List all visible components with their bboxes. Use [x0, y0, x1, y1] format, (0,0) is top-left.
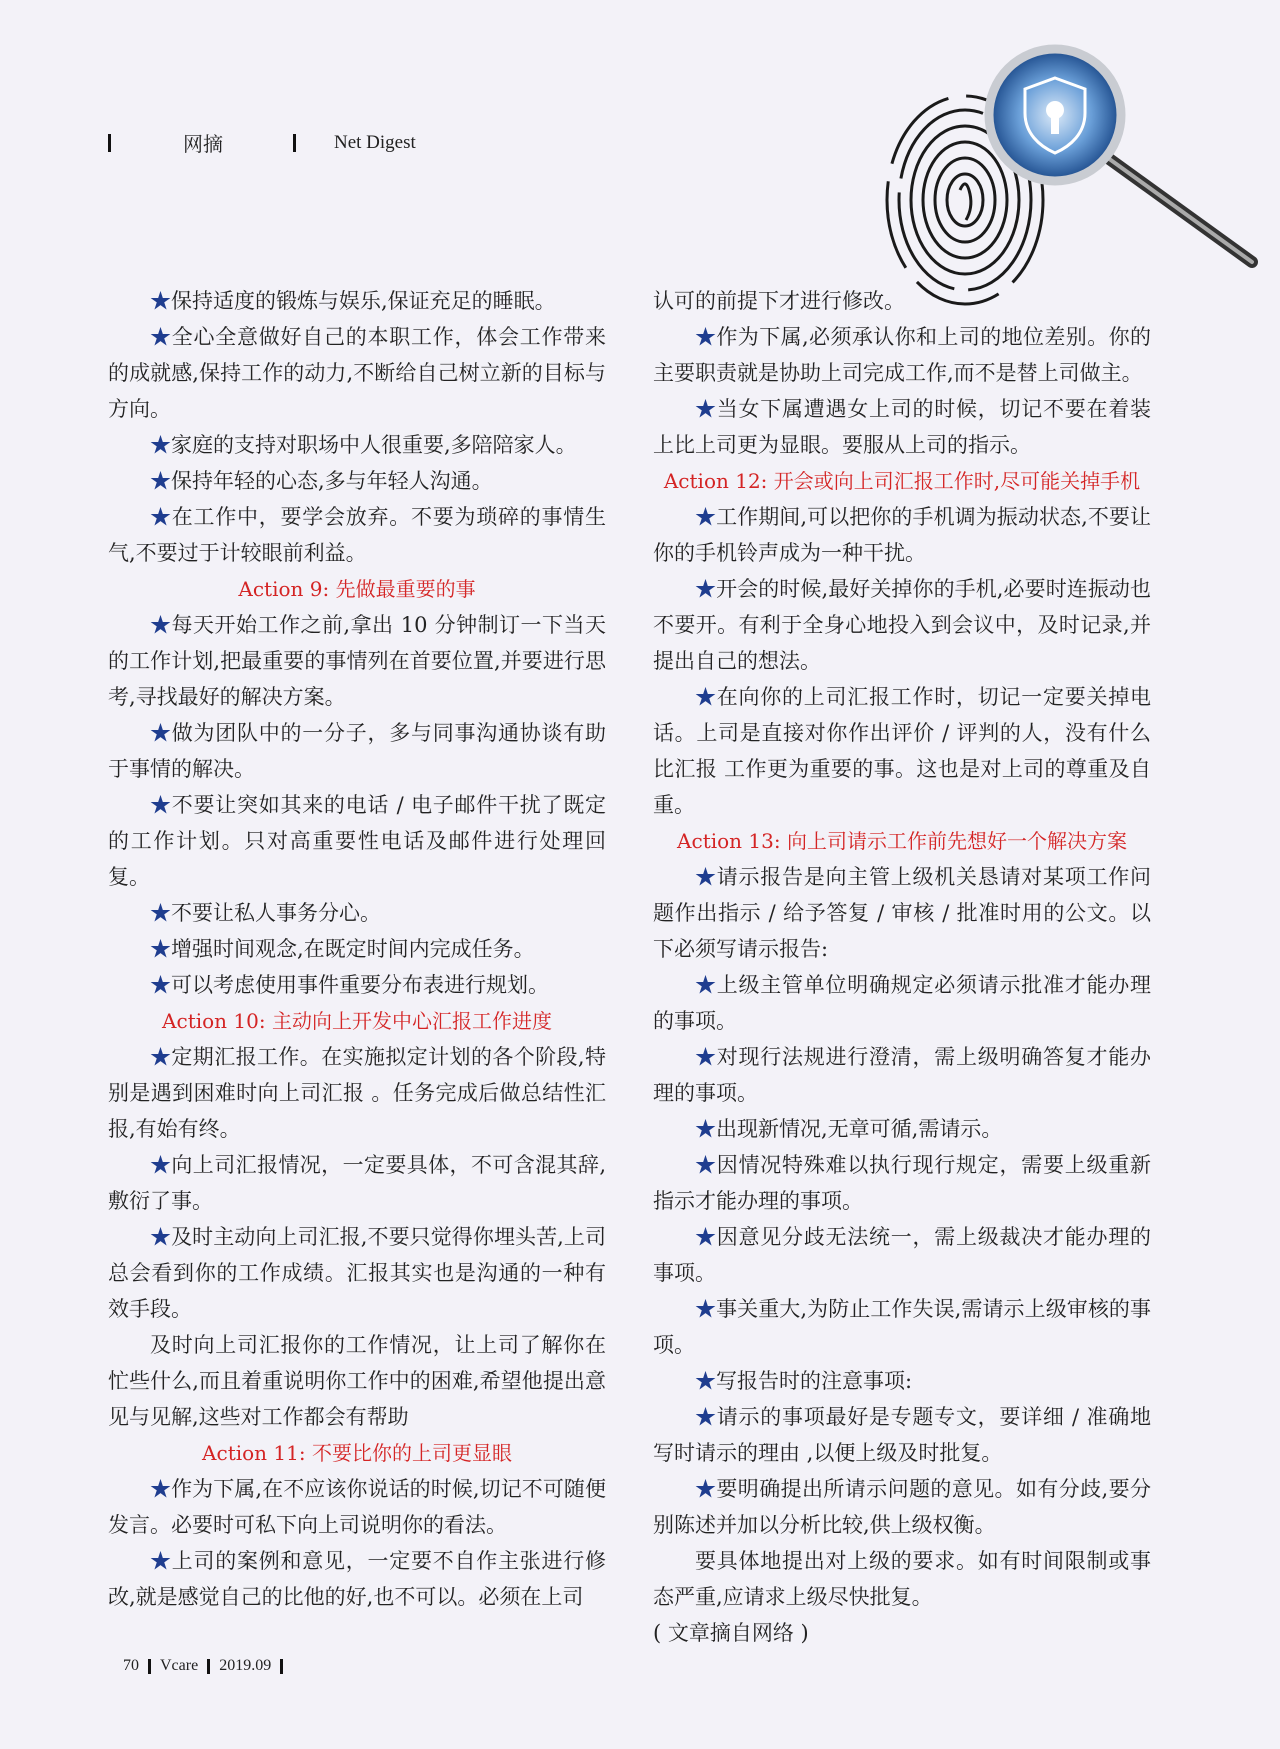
- bullet-paragraph: [108, 283, 606, 319]
- paragraph: [653, 283, 1151, 319]
- star-bullet-icon: ★: [150, 1153, 172, 1177]
- paragraph-text: 家庭的支持对职场中人很重要,多陪陪家人。: [171, 433, 577, 457]
- paragraph: [653, 1543, 1151, 1615]
- star-bullet-icon: ★: [695, 1477, 717, 1501]
- paragraph-text: 请示的事项最好是专题专文，要详细 / 准确地写时请示的理由 ,以便上级及时批复。: [653, 1405, 1151, 1465]
- bullet-paragraph: [653, 1399, 1151, 1471]
- bullet-paragraph: [653, 1363, 1151, 1399]
- right-column: [653, 283, 1151, 1651]
- bullet-paragraph: [653, 967, 1151, 1039]
- paragraph-text: 上司的案例和意见，一定要不自作主张进行修改,就是感觉自己的比他的好,也不可以。必须在上司: [108, 1549, 606, 1609]
- bullet-paragraph: [653, 1039, 1151, 1111]
- header-divider: [293, 134, 296, 152]
- star-bullet-icon: ★: [150, 613, 172, 637]
- bullet-paragraph: [653, 1147, 1151, 1219]
- star-bullet-icon: ★: [695, 1297, 717, 1321]
- paragraph-text: 在工作中，要学会放弃。不要为琐碎的事情生气,不要过于计较眼前利益。: [108, 505, 606, 565]
- paragraph-text: 保持适度的锻炼与娱乐,保证充足的睡眠。: [171, 289, 556, 313]
- star-bullet-icon: ★: [695, 865, 717, 889]
- paragraph-text: 向上司汇报情况，一定要具体，不可含混其辞,敷衍了事。: [108, 1153, 606, 1213]
- paragraph-text: 认可的前提下才进行修改。: [653, 289, 905, 313]
- footer-divider: [148, 1659, 151, 1674]
- action-heading: [108, 571, 606, 607]
- paragraph-text: 及时主动向上司汇报,不要只觉得你埋头苦,上司总会看到你的工作成绩。汇报其实也是沟通的一种有效手段。: [108, 1225, 606, 1321]
- paragraph-text: ( 文章摘自网络 ): [653, 1621, 809, 1645]
- bullet-paragraph: [108, 1543, 606, 1615]
- action-heading: [108, 1003, 606, 1039]
- bullet-paragraph: [653, 1471, 1151, 1543]
- star-bullet-icon: ★: [695, 1369, 716, 1393]
- star-bullet-icon: ★: [695, 1153, 717, 1177]
- paragraph-text: 保持年轻的心态,多与年轻人沟通。: [171, 469, 493, 493]
- paragraph-text: Action 11: 不要比你的上司更显眼: [202, 1441, 512, 1465]
- star-bullet-icon: ★: [150, 1477, 172, 1501]
- left-column: [108, 283, 606, 1615]
- star-bullet-icon: ★: [695, 1225, 717, 1249]
- paragraph-text: 写报告时的注意事项:: [716, 1369, 913, 1393]
- paragraph-text: 不要让私人事务分心。: [171, 901, 381, 925]
- bullet-paragraph: [653, 391, 1151, 463]
- bullet-paragraph: [108, 931, 606, 967]
- source-note: [653, 1615, 1151, 1651]
- star-bullet-icon: ★: [695, 973, 717, 997]
- bullet-paragraph: [653, 1291, 1151, 1363]
- paragraph-text: 当女下属遭遇女上司的时候，切记不要在着装上比上司更为显眼。要服从上司的指示。: [653, 397, 1151, 457]
- star-bullet-icon: ★: [150, 973, 171, 997]
- bullet-paragraph: [108, 1039, 606, 1147]
- bullet-paragraph: [653, 499, 1151, 571]
- bullet-paragraph: [108, 1219, 606, 1327]
- star-bullet-icon: ★: [695, 325, 717, 349]
- paragraph-text: 及时向上司汇报你的工作情况，让上司了解你在忙些什么,而且着重说明你工作中的困难,希望他提出意见与见解,这些对工作都会有帮助: [108, 1333, 606, 1429]
- bullet-paragraph: [108, 895, 606, 931]
- paragraph-text: 作为下属,必须承认你和上司的地位差别。你的主要职责就是协助上司完成工作,而不是替上司做主。: [653, 325, 1151, 385]
- page-number: 70: [123, 1657, 139, 1674]
- action-heading: [653, 463, 1151, 499]
- bullet-paragraph: [108, 715, 606, 787]
- bullet-paragraph: [108, 427, 606, 463]
- bullet-paragraph: [653, 679, 1151, 823]
- bullet-paragraph: [653, 859, 1151, 967]
- paragraph-text: 作为下属,在不应该你说话的时候,切记不可随便发言。必要时可私下向上司说明你的看法。: [108, 1477, 606, 1537]
- paragraph-text: 要明确提出所请示问题的意见。如有分歧,要分别陈述并加以分析比较,供上级权衡。: [653, 1477, 1151, 1537]
- paragraph-text: 要具体地提出对上级的要求。如有时间限制或事态严重,应请求上级尽快批复。: [653, 1549, 1151, 1609]
- paragraph-text: Action 13: 向上司请示工作前先想好一个解决方案: [677, 829, 1127, 853]
- bullet-paragraph: [108, 787, 606, 895]
- star-bullet-icon: ★: [150, 469, 171, 493]
- star-bullet-icon: ★: [150, 433, 171, 457]
- bullet-paragraph: [108, 463, 606, 499]
- paragraph-text: 上级主管单位明确规定必须请示批准才能办理的事项。: [653, 973, 1151, 1033]
- paragraph-text: 出现新情况,无章可循,需请示。: [716, 1117, 1003, 1141]
- star-bullet-icon: ★: [695, 1045, 717, 1069]
- star-bullet-icon: ★: [150, 1549, 172, 1573]
- star-bullet-icon: ★: [150, 289, 171, 313]
- paragraph-text: 因意见分歧无法统一，需上级裁决才能办理的事项。: [653, 1225, 1151, 1285]
- paragraph-text: 不要让突如其来的电话 / 电子邮件干扰了既定的工作计划。只对高重要性电话及邮件进行处理回复。: [108, 793, 606, 889]
- bullet-paragraph: [653, 1219, 1151, 1291]
- paragraph-text: 在向你的上司汇报工作时，切记一定要关掉电话。上司是直接对你作出评价 / 评判的人，没有什么比汇报 工作更为重要的事。这也是对上司的尊重及自重。: [653, 685, 1151, 817]
- section-header: [108, 128, 416, 157]
- star-bullet-icon: ★: [695, 1117, 716, 1141]
- star-bullet-icon: ★: [150, 937, 171, 961]
- paragraph-text: 做为团队中的一分子，多与同事沟通协谈有助于事情的解决。: [108, 721, 606, 781]
- page-footer: [123, 1657, 292, 1675]
- star-bullet-icon: ★: [150, 505, 172, 529]
- bullet-paragraph: [108, 319, 606, 427]
- paragraph-text: 定期汇报工作。在实施拟定计划的各个阶段,特别是遇到困难时向上司汇报 。任务完成后做总结性汇报,有始有终。: [108, 1045, 606, 1141]
- action-heading: [653, 823, 1151, 859]
- header-divider: [108, 134, 111, 152]
- action-heading: [108, 1435, 606, 1471]
- paragraph-text: Action 10: 主动向上开发中心汇报工作进度: [162, 1009, 552, 1033]
- bullet-paragraph: [653, 571, 1151, 679]
- paragraph-text: 因情况特殊难以执行现行规定，需要上级重新指示才能办理的事项。: [653, 1153, 1151, 1213]
- star-bullet-icon: ★: [150, 901, 171, 925]
- fingerprint-magnifier-illustration: [880, 40, 1280, 310]
- paragraph-text: Action 12: 开会或向上司汇报工作时,尽可能关掉手机: [663, 469, 1141, 493]
- bullet-paragraph: [108, 1147, 606, 1219]
- bullet-paragraph: [108, 1471, 606, 1543]
- footer-divider: [280, 1659, 283, 1674]
- paragraph-text: Action 9: 先做最重要的事: [238, 577, 476, 601]
- paragraph-text: 对现行法规进行澄清，需上级明确答复才能办理的事项。: [653, 1045, 1151, 1105]
- star-bullet-icon: ★: [695, 1405, 717, 1429]
- star-bullet-icon: ★: [150, 793, 172, 817]
- magazine-name: Vcare: [160, 1657, 199, 1674]
- bullet-paragraph: [108, 607, 606, 715]
- paragraph: [108, 1327, 606, 1435]
- paragraph-text: 每天开始工作之前,拿出 10 分钟制订一下当天的工作计划,把最重要的事情列在首要位置,并要进行思考,寻找最好的解决方案。: [108, 613, 607, 709]
- paragraph-text: 请示报告是向主管上级机关恳请对某项工作问题作出指示 / 给予答复 / 审核 / 批准时用的公文。以下必须写请示报告:: [653, 865, 1151, 961]
- star-bullet-icon: ★: [150, 1225, 172, 1249]
- bullet-paragraph: [108, 967, 606, 1003]
- paragraph-text: 开会的时候,最好关掉你的手机,必要时连振动也不要开。有利于全身心地投入到会议中，及时记录,并提出自己的想法。: [653, 577, 1151, 673]
- section-title-cn: 网摘: [183, 132, 223, 156]
- issue-date: 2019.09: [219, 1657, 272, 1674]
- star-bullet-icon: ★: [695, 505, 717, 529]
- paragraph-text: 增强时间观念,在既定时间内完成任务。: [171, 937, 535, 961]
- paragraph-text: 事关重大,为防止工作失误,需请示上级审核的事项。: [653, 1297, 1151, 1357]
- footer-divider: [207, 1659, 210, 1674]
- paragraph-text: 工作期间,可以把你的手机调为振动状态,不要让你的手机铃声成为一种干扰。: [653, 505, 1151, 565]
- star-bullet-icon: ★: [695, 685, 717, 709]
- section-title-en: Net Digest: [334, 131, 416, 153]
- paragraph-text: 可以考虑使用事件重要分布表进行规划。: [171, 973, 549, 997]
- bullet-paragraph: [653, 319, 1151, 391]
- star-bullet-icon: ★: [695, 577, 717, 601]
- star-bullet-icon: ★: [695, 397, 717, 421]
- paragraph-text: 全心全意做好自己的本职工作，体会工作带来的成就感,保持工作的动力,不断给自己树立新的目标与方向。: [108, 325, 606, 421]
- star-bullet-icon: ★: [150, 721, 172, 745]
- bullet-paragraph: [108, 499, 606, 571]
- star-bullet-icon: ★: [150, 325, 172, 349]
- bullet-paragraph: [653, 1111, 1151, 1147]
- star-bullet-icon: ★: [150, 1045, 172, 1069]
